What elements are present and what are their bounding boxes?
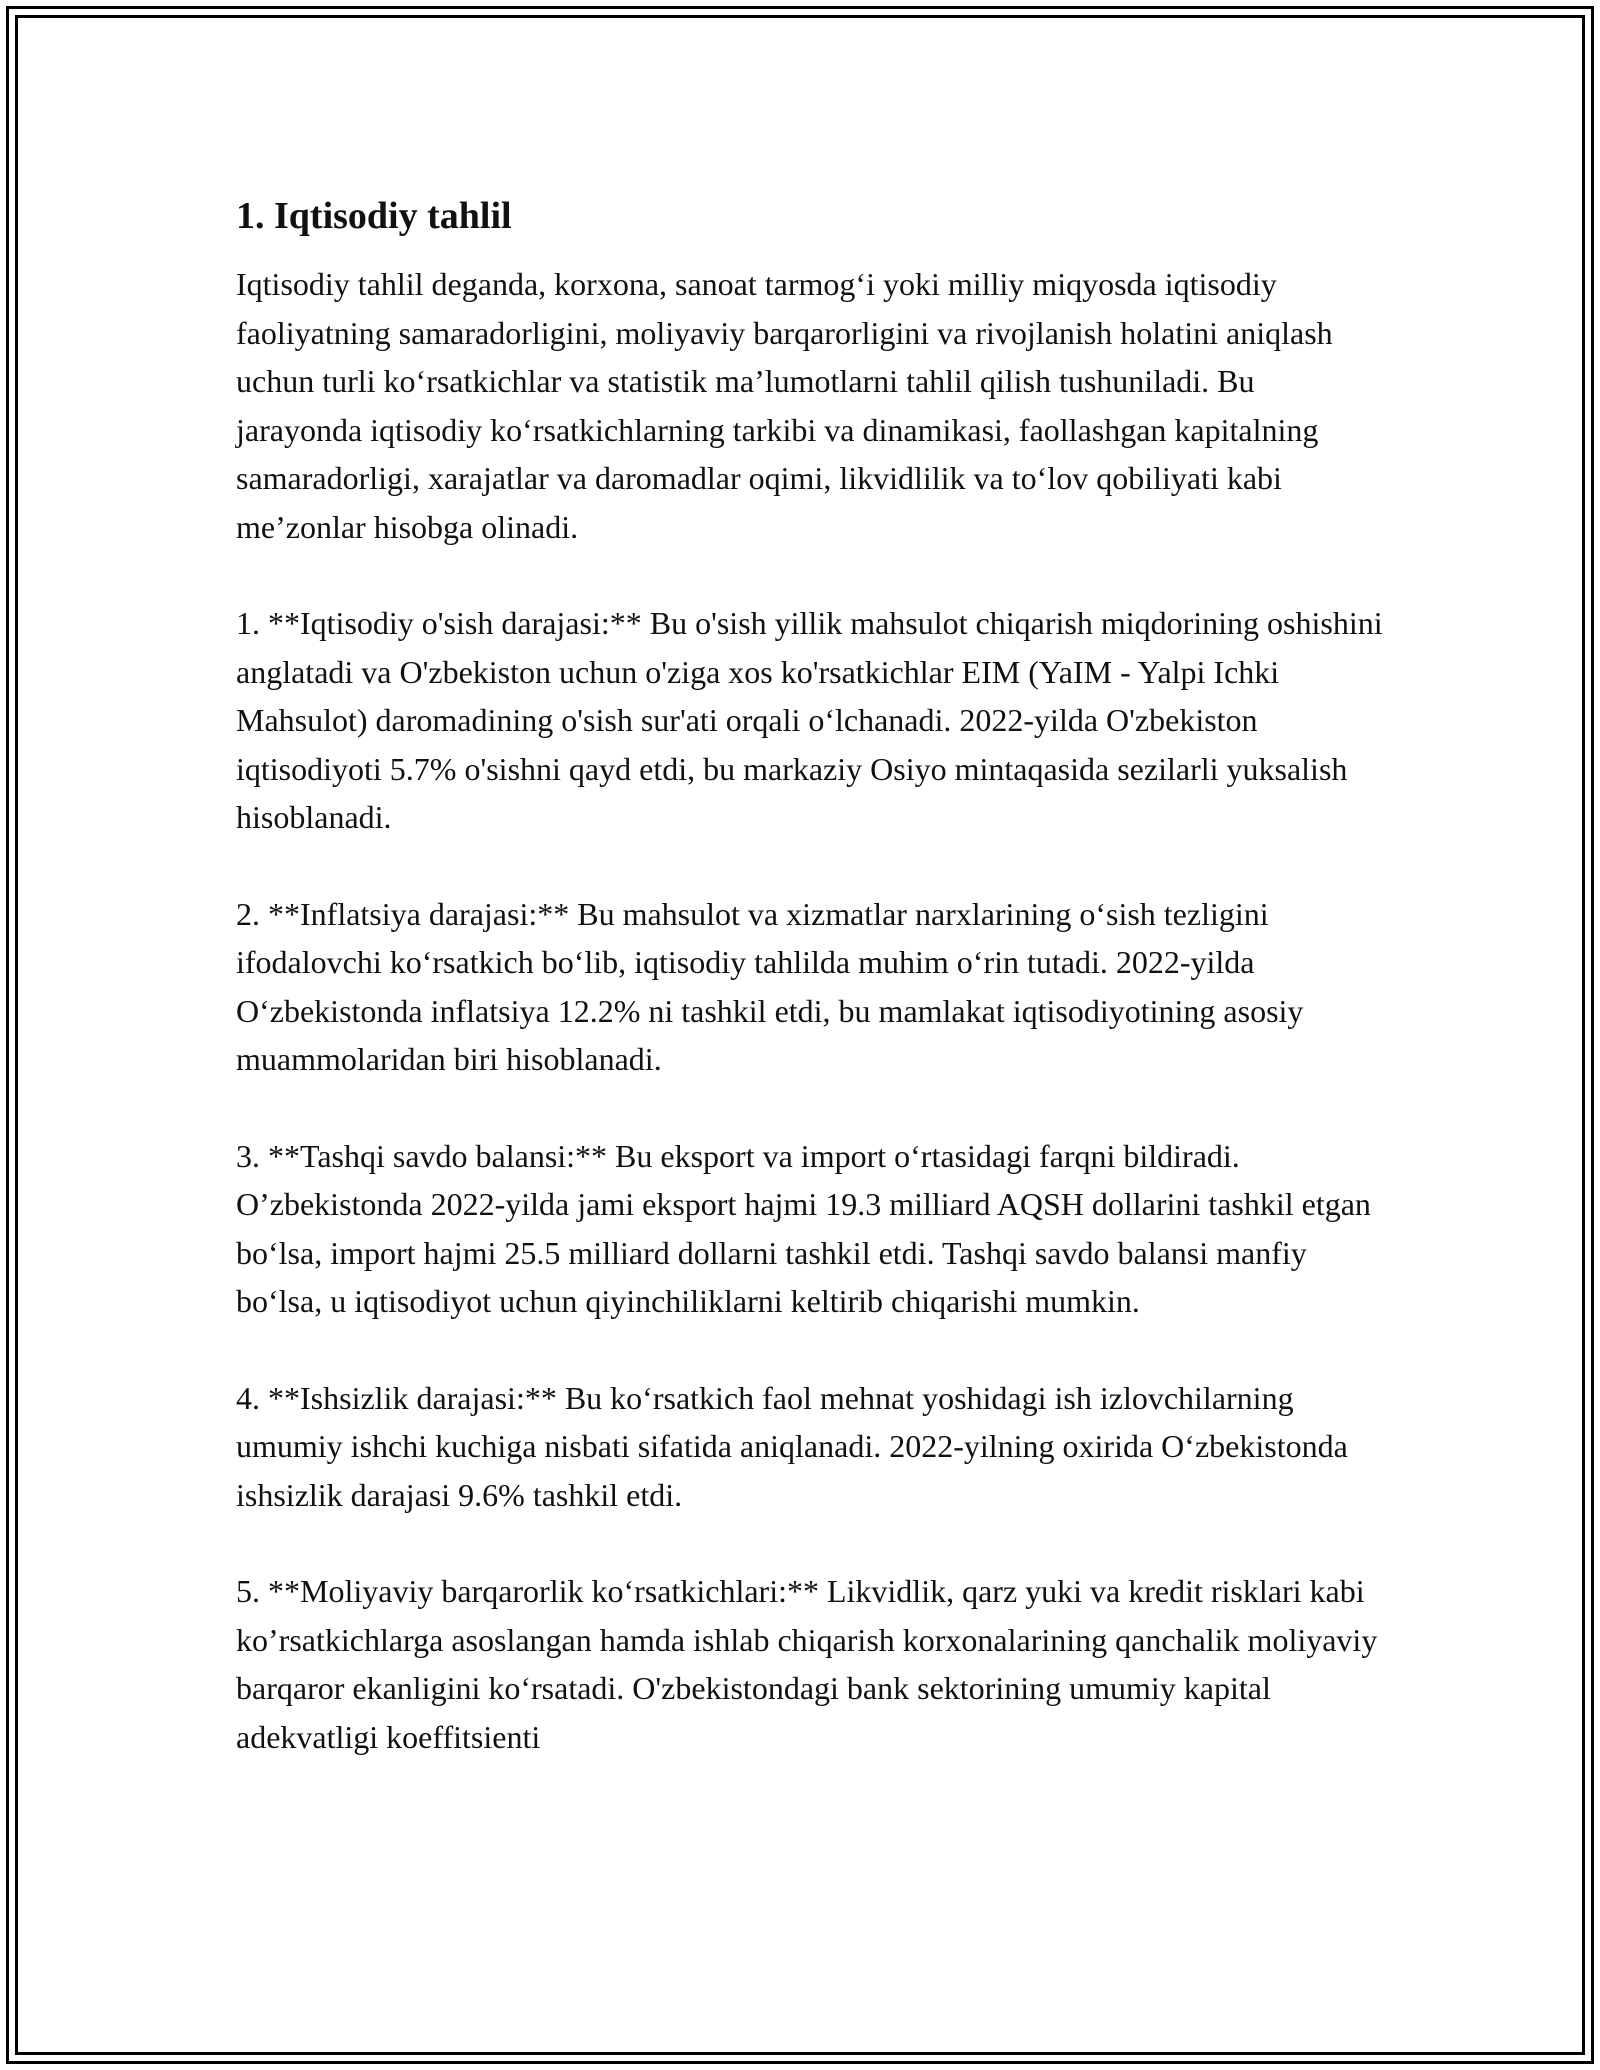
- list-item-unemployment: 4. **Ishsizlik darajasi:** Bu ko‘rsatkich faol mehnat yoshidagi ish izlovchilarning umumiy ishchi kuchiga nisbati sifatida aniqlanadi. 2022-yilning oxirida O‘zbekistonda ishsizlik darajasi 9.6% tashkil etdi.: [236, 1379, 1348, 1513]
- list-item-inflation: 2. **Inflatsiya darajasi:** Bu mahsulot va xizmatlar narxlarining o‘sish tezligini ifodalovchi ko‘rsatkich bo‘lib, iqtisodiy tahlilda muhim o‘rin tutadi. 2022-yilda O‘zbekistonda inflatsiya 12.2% ni tashkil etdi, bu mamlakat iqtisodiyotining asosiy muammolaridan biri hisoblanadi.: [236, 895, 1304, 1077]
- list-item-trade-balance: 3. **Tashqi savdo balansi:** Bu eksport va import o‘rtasidagi farqni bildiradi. O’zbekistonda 2022-yilda jami eksport hajmi 19.3 milliard AQSH dollarini tashkil etgan bo‘lsa, import hajmi 25.5 milliard dollarni tashkil etdi. Tashqi savdo balansi manfiy bo‘lsa, u iqtisodiyot uchun qiyinchiliklarni keltirib chiqarishi mumkin.: [236, 1137, 1371, 1319]
- document-body: [236, 186, 1386, 1761]
- list-item-financial-stability: 5. **Moliyaviy barqarorlik ko‘rsatkichlari:** Likvidlik, qarz yuki va kredit risklari kabi ko’rsatkichlarga asoslangan hamda ishlab chiqarish korxonalarining qanchalik moliyaviy barqaror ekanligini ko‘rsatadi. O'zbekistondagi bank sektorining umumiy kapital adekvatligi koeffitsienti: [236, 1573, 1378, 1755]
- section-heading: 1. Iqtisodiy tahlil: [236, 195, 512, 237]
- list-item-economic-growth: 1. **Iqtisodiy o'sish darajasi:** Bu o'sish yillik mahsulot chiqarish miqdorining oshishini anglatadi va O'zbekiston uchun o'ziga xos ko'rsatkichlar EIM (YaIM - Yalpi Ichki Mahsulot) daromadining o'sish sur'ati orqali o‘lchanadi. 2022-yilda O'zbekiston iqtisodiyoti 5.7% o'sishni qayd etdi, bu markaziy Osiyo mintaqasida sezilarli yuksalish hisoblanadi.: [236, 605, 1383, 835]
- intro-paragraph: Iqtisodiy tahlil deganda, korxona, sanoat tarmog‘i yoki milliy miqyosda iqtisodiy faoliyatning samaradorligini, moliyaviy barqarorligini va rivojlanish holatini aniqlash uchun turli ko‘rsatkichlar va statistik ma’lumotlarni tahlil qilish tushuniladi. Bu jarayonda iqtisodiy ko‘rsatkichlarning tarkibi va dinamikasi, faollashgan kapitalning samaradorligi, xarajatlar va daromadlar oqimi, likvidlilik va to‘lov qobiliyati kabi me’zonlar hisobga olinadi.: [236, 266, 1333, 545]
